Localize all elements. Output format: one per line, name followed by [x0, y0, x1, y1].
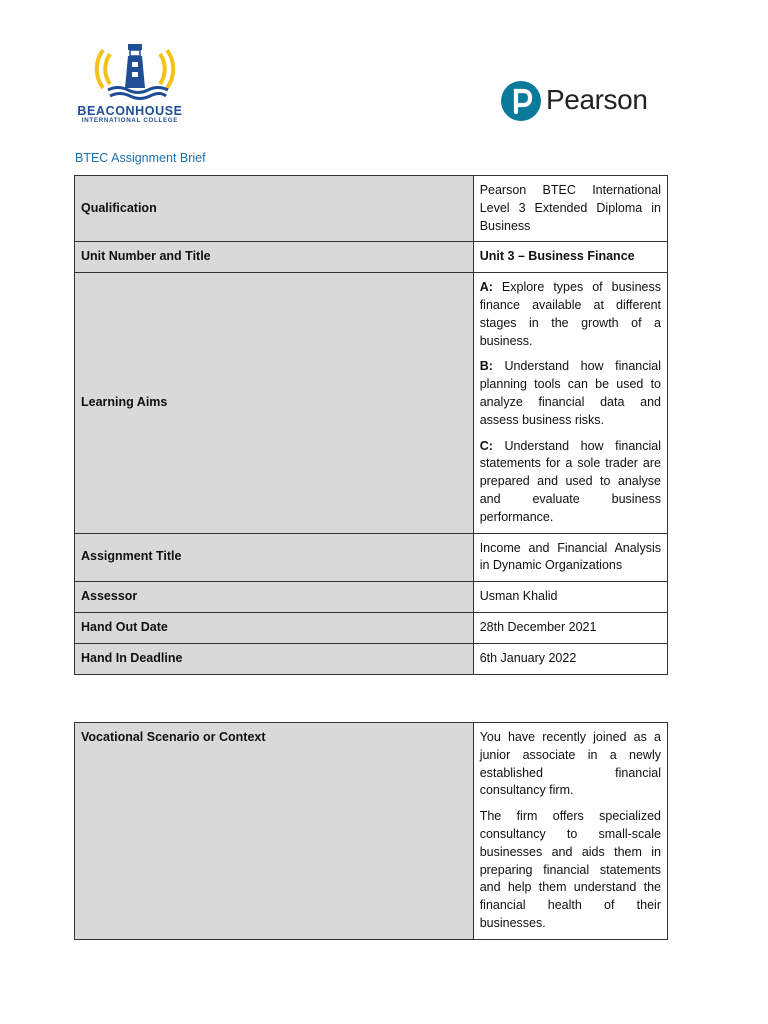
assessor-value: Usman Khalid	[473, 582, 667, 613]
aim-a: A: Explore types of business finance available at different stages in the growth of a business.	[479, 280, 661, 348]
scenario-table	[74, 722, 668, 940]
learning-aims-value	[473, 273, 667, 533]
lighthouse-icon	[88, 40, 188, 106]
hand-out-date-value: 28th December 2021	[473, 612, 667, 643]
qualification-value: Pearson BTEC International Level 3 Extended Diploma in Business	[473, 176, 667, 242]
table-row	[75, 612, 668, 643]
beaconhouse-name: BEACONHOUSE	[77, 104, 183, 118]
scenario-paragraph-2: The firm offers specialized consultancy to small-scale businesses and aids them in preparing financial statements and help them understand the financial health of their businesses.	[479, 809, 661, 930]
learning-aims-label: Learning Aims	[75, 273, 474, 533]
unit-label: Unit Number and Title	[75, 242, 474, 273]
assignment-title-value: Income and Financial Analysis in Dynamic Organizations	[473, 533, 667, 582]
pearson-wordmark: Pearson	[546, 84, 648, 115]
qualification-label: Qualification	[75, 176, 474, 242]
scenario-label: Vocational Scenario or Context	[75, 723, 474, 940]
scenario-value	[473, 723, 667, 940]
hand-in-deadline-label: Hand In Deadline	[75, 643, 474, 674]
beaconhouse-subtitle: INTERNATIONAL COLLEGE	[81, 117, 179, 124]
hand-in-deadline-value: 6th January 2022	[473, 643, 667, 674]
scenario-paragraph-1: You have recently joined as a junior associate in a newly established financial consultancy firm.	[479, 730, 661, 798]
assessor-label: Assessor	[75, 582, 474, 613]
table-row	[75, 582, 668, 613]
pearson-p-icon	[500, 80, 542, 122]
table-row	[75, 643, 668, 674]
table-row	[75, 273, 668, 533]
unit-value: Unit 3 – Business Finance	[473, 242, 667, 273]
assignment-info-table	[74, 175, 668, 675]
table-row	[75, 533, 668, 582]
brief-title: BTEC Assignment Brief	[75, 151, 206, 165]
aim-b: B: Understand how financial planning tools can be used to analyze financial data and assess business risks.	[479, 359, 661, 427]
aim-c: C: Understand how financial statements for a sole trader are prepared and used to analyse and evaluate business performance.	[479, 438, 661, 524]
assignment-title-label: Assignment Title	[75, 533, 474, 582]
hand-out-date-label: Hand Out Date	[75, 612, 474, 643]
table-row	[75, 176, 668, 242]
table-row	[75, 723, 668, 940]
table-row	[75, 242, 668, 273]
